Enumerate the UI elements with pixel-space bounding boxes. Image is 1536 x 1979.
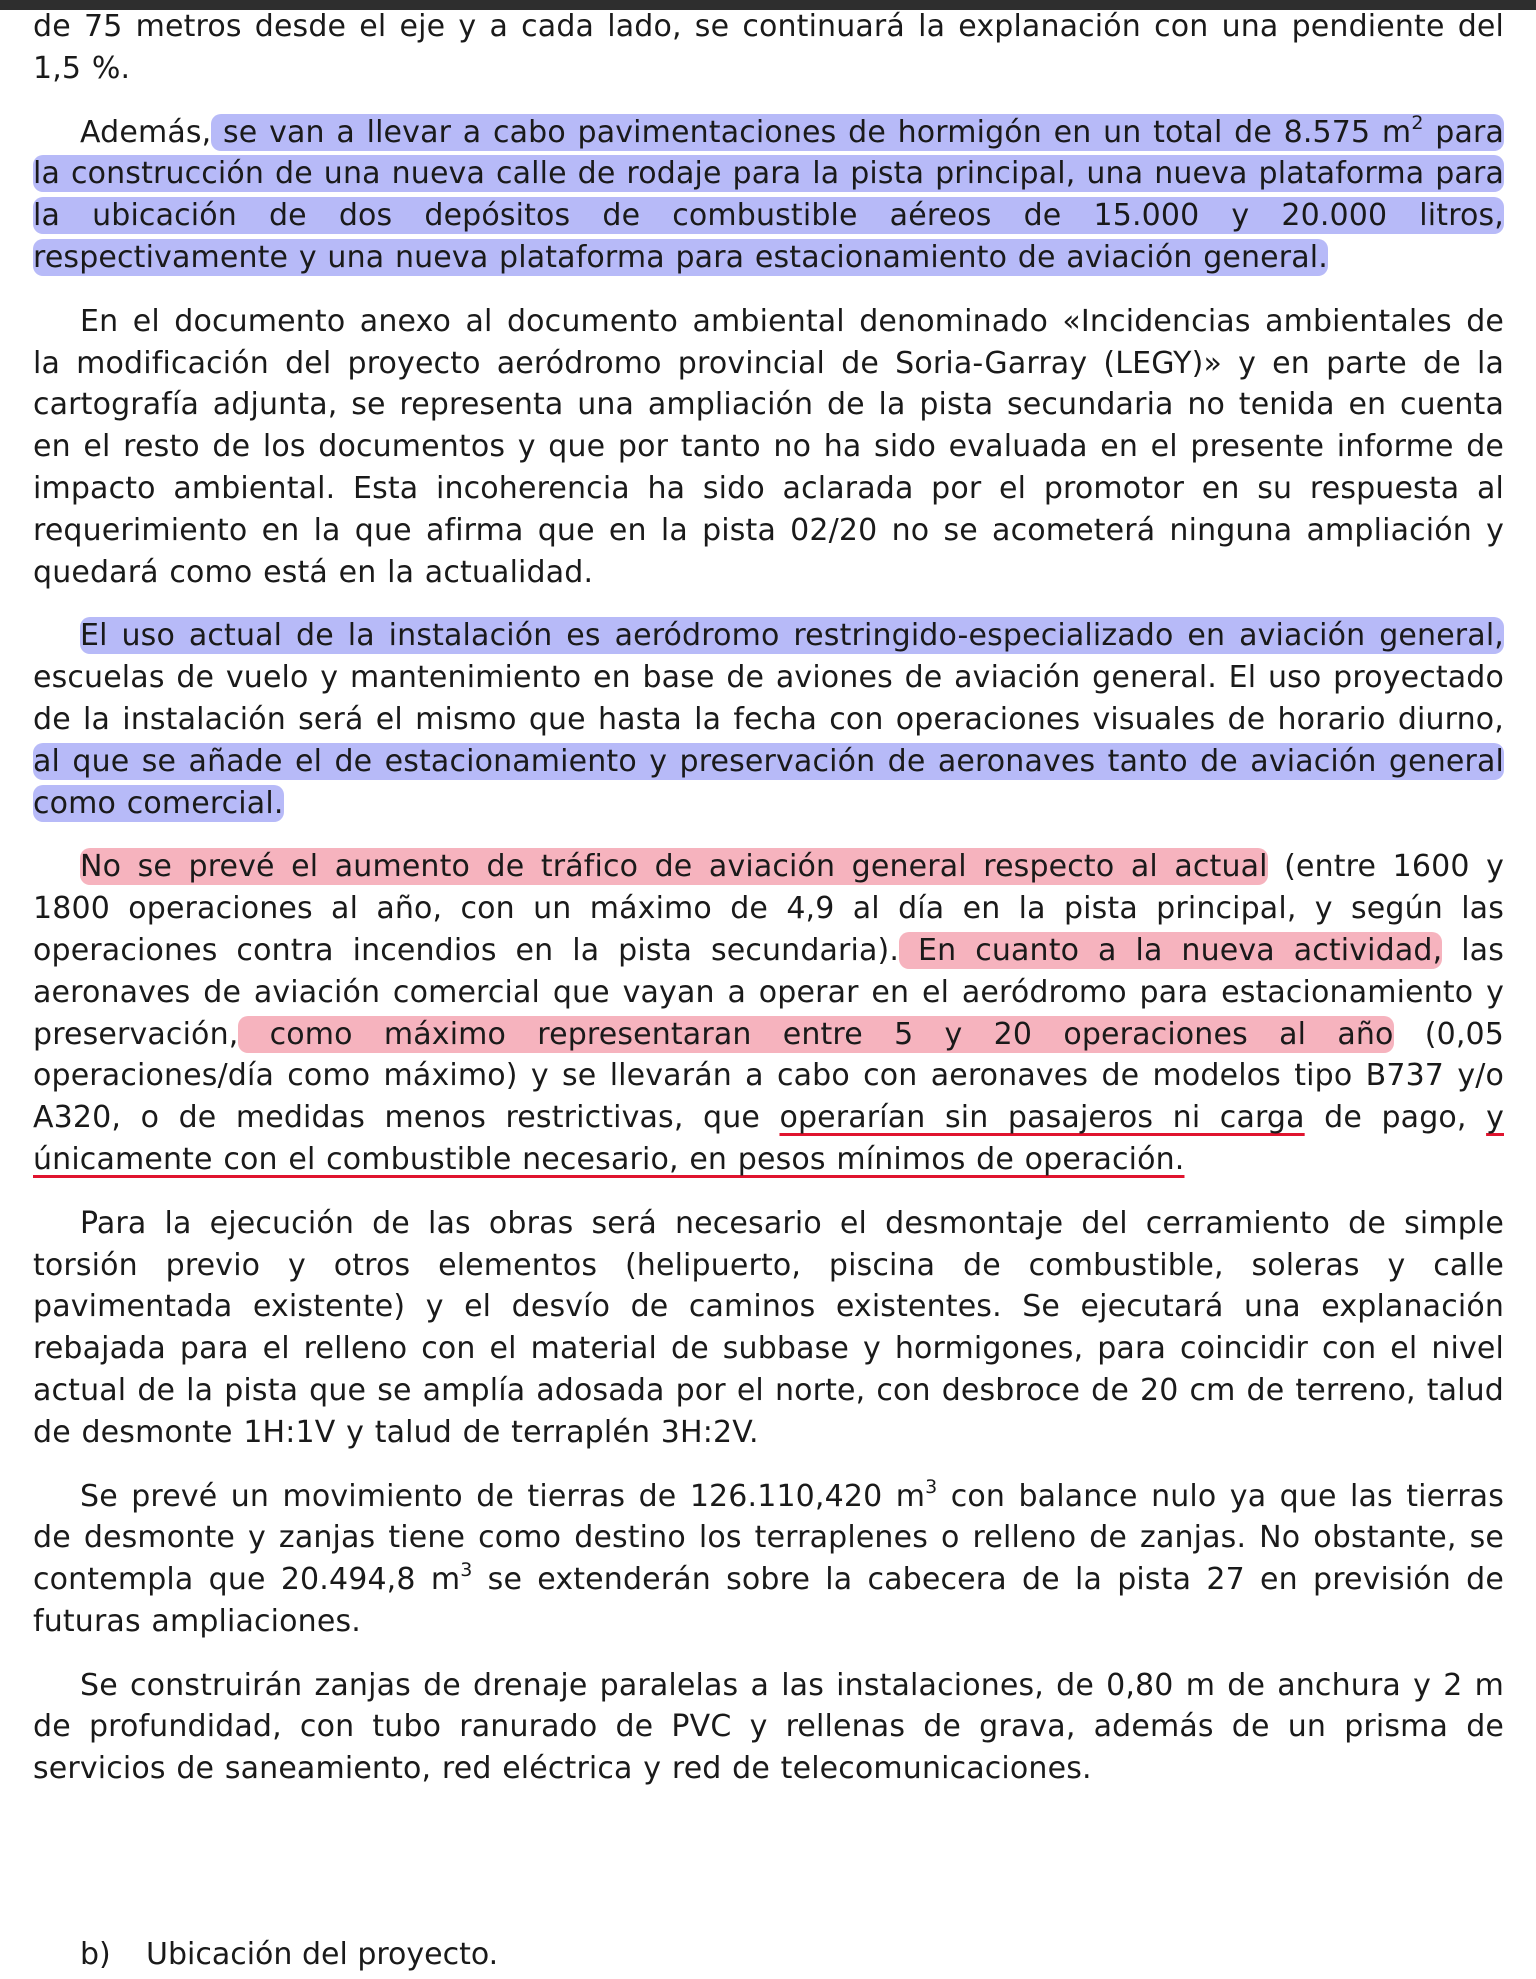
blue-highlight-pavimentaciones <box>33 111 1504 276</box>
superscript-3: 3 <box>460 1559 473 1582</box>
paragraph-text: Se construirán zanjas de drenaje paralelas a las instalaciones, de 0,80 m de anchura y 2 m de profundidad, con tubo ranurado de PVC y rellenas de grava, además de un prisma de servicios de saneamiento, red eléctrica y red de telecomunicaciones. <box>33 1667 1504 1787</box>
paragraph-text: se extenderán sobre la cabecera de la pista 27 en previsión de futuras ampliaciones. <box>33 1562 1504 1639</box>
paragraph-pavimentaciones <box>33 112 1504 279</box>
paragraph-text: las aeronaves de aviación comercial que vayan a operar en el aeródromo para estacionamiento y preservación, <box>33 932 1504 1052</box>
superscript-3: 3 <box>925 1475 938 1498</box>
section-title: Ubicación del proyecto. <box>146 1937 499 1972</box>
paragraph-pendiente <box>33 6 1504 90</box>
red-highlight-trafico: No se prevé el aumento de tráfico de aviación general respecto al actual <box>80 849 1268 885</box>
superscript-2: 2 <box>1411 111 1424 134</box>
paragraph-text: con balance nulo ya que las tierras de desmonte y zanjas tiene como destino los terraplenes o relleno de zanjas. No obstante, se contempla que 20.494,8 m <box>33 1478 1504 1598</box>
blue-highlight-uso-actual: El uso actual de la instalación es aeródromo restringido-especializado en aviación general, <box>80 618 1504 654</box>
paragraph-trafico <box>33 846 1504 1180</box>
section-letter: b) <box>80 1937 111 1972</box>
paragraph-text: de 75 metros desde el eje y a cada lado, se continuará la explanación con una pendiente del 1,5 %. <box>33 9 1504 86</box>
paragraph-incidencias <box>33 301 1504 594</box>
document-body <box>33 6 1504 1790</box>
highlighted-text: se van a llevar a cabo pavimentaciones de hormigón en un total de 8.575 m <box>211 114 1412 150</box>
paragraph-text: En el documento anexo al documento ambiental denominado «Incidencias ambientales de la modificación del proyecto aeródromo provincial de Soria-Garray (LEGY)» y en parte de la cartografía adjunta, se representa una ampliación de la pista secundaria no tenida en cuenta en el resto de los documentos y que por tanto no ha sido evaluada en el presente informe de impacto ambiental. Esta incoherencia ha sido aclarada por el promotor en su respuesta al requerimiento en la que afirma que en la pista 02/20 no se acometerá ninguna ampliación y quedará como está en la actualidad. <box>33 303 1504 590</box>
paragraph-text: Para la ejecución de las obras será necesario el desmontaje del cerramiento de simple torsión previo y otros elementos (helipuerto, piscina de combustible, soleras y calle pavimentada existente) y el desvío de caminos existentes. Se ejecutará una explanación rebajada para el relleno con el material de subbase y hormigones, para coincidir con el nivel actual de la pista que se amplía adosada por el norte, con desbroce de 20 cm de terreno, talud de desmonte 1H:1V y talud de terraplén 3H:2V. <box>33 1205 1504 1450</box>
paragraph-text: (entre 1600 y 1800 operaciones al año, con un máximo de 4,9 al día en la pista principal, y según las operaciones contra incendios en la pista secundaria). <box>33 849 1504 968</box>
blue-highlight-estacionamiento: al que se añade el de estacionamiento y preservación de aeronaves tanto de aviación general como comercial. <box>33 743 1504 821</box>
paragraph-tierras <box>33 1476 1504 1643</box>
paragraph-text: de pago, <box>1304 1100 1487 1136</box>
paragraph-text: escuelas de vuelo y mantenimiento en base de aviones de aviación general. El uso proyectado de la instalación será el mismo que hasta la fecha con operaciones visuales de horario diurno, <box>33 660 1504 737</box>
highlighted-text: para la construcción de una nueva calle de rodaje para la pista principal, una nueva plataforma para la ubicación de dos depósitos de combustible aéreos de 15.000 y 20.000 litros, respectivamente y una nueva plataforma para estacionamiento de aviación general. <box>33 114 1504 275</box>
paragraph-text: Se prevé un movimiento de tierras de 126.110,420 m <box>80 1478 926 1514</box>
section-heading <box>80 1934 498 1975</box>
red-highlight-operaciones: como máximo representaran entre 5 y 20 operaciones al año <box>238 1016 1394 1052</box>
red-underline-combustible: y únicamente con el combustible necesario, en pesos mínimos de operación. <box>33 1100 1504 1177</box>
red-highlight-nueva-actividad: En cuanto a la nueva actividad, <box>899 932 1443 968</box>
paragraph-text: (0,05 operaciones/día como máximo) y se llevarán a cabo con aeronaves de modelos tipo B737 y/o A320, o de medidas menos restrictivas, que <box>33 1016 1505 1136</box>
paragraph-obras <box>33 1203 1504 1454</box>
paragraph-uso-actual <box>33 615 1504 824</box>
red-underline-sin-pasajeros: operarían sin pasajeros ni carga <box>779 1100 1305 1136</box>
paragraph-zanjas <box>33 1665 1504 1790</box>
paragraph-text: Además, <box>80 114 212 150</box>
